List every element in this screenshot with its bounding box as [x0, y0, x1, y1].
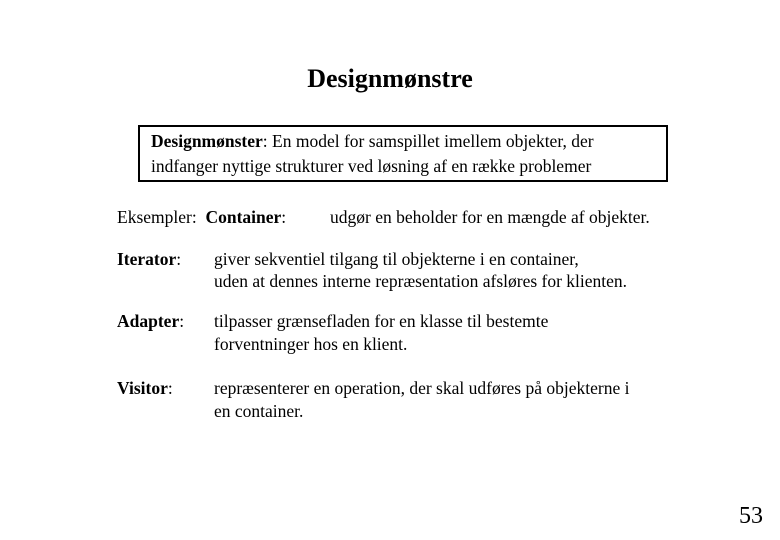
- pattern-name-adapter: Adapter: [117, 311, 180, 331]
- pattern-colon-visitor: :: [167, 378, 173, 398]
- pattern-desc-adapter-line-1: tilpasser grænsefladen for en klasse til bestemte: [214, 311, 549, 331]
- pattern-desc-iterator-line-1: giver sekventiel tilgang til objekterne i en container,: [214, 249, 579, 269]
- definition-text-1: En model for samspillet imellem objekter, der: [267, 131, 594, 151]
- page-number: 53: [739, 503, 763, 529]
- definition-colon: :: [262, 131, 268, 151]
- pattern-label-adapter: [117, 310, 184, 332]
- pattern-desc-visitor-line-2: en container.: [214, 401, 304, 421]
- slide-title: Designmønstre: [307, 64, 473, 93]
- pattern-colon-iterator: :: [176, 249, 182, 269]
- definition-term: Designmønster: [151, 131, 263, 151]
- pattern-colon-adapter: :: [179, 311, 185, 331]
- pattern-name-iterator: Iterator: [117, 249, 177, 269]
- examples-row-container: [117, 206, 286, 228]
- pattern-label-iterator: [117, 248, 181, 270]
- pattern-desc-adapter-line-2: forventninger hos en klient.: [214, 334, 408, 354]
- pattern-colon-container: :: [281, 207, 287, 227]
- pattern-desc-iterator: [214, 248, 627, 292]
- pattern-name-visitor: Visitor: [117, 378, 168, 398]
- pattern-desc-container: udgør en beholder for en mængde af objekter.: [330, 207, 650, 227]
- pattern-desc-visitor-line-1: repræsenterer en operation, der skal udføres på objekterne i: [214, 378, 630, 398]
- definition-box: [138, 125, 668, 182]
- examples-intro: Eksempler:: [117, 207, 197, 227]
- pattern-desc-visitor: [214, 377, 629, 423]
- pattern-desc-adapter: [214, 310, 548, 356]
- definition-line-1: [151, 129, 666, 154]
- pattern-name-container: Container: [205, 207, 282, 227]
- pattern-desc-iterator-line-2: uden at dennes interne repræsentation afsløres for klienten.: [214, 271, 628, 291]
- definition-line-2: indfanger nyttige strukturer ved løsning af en række problemer: [151, 156, 592, 176]
- pattern-label-visitor: [117, 377, 173, 399]
